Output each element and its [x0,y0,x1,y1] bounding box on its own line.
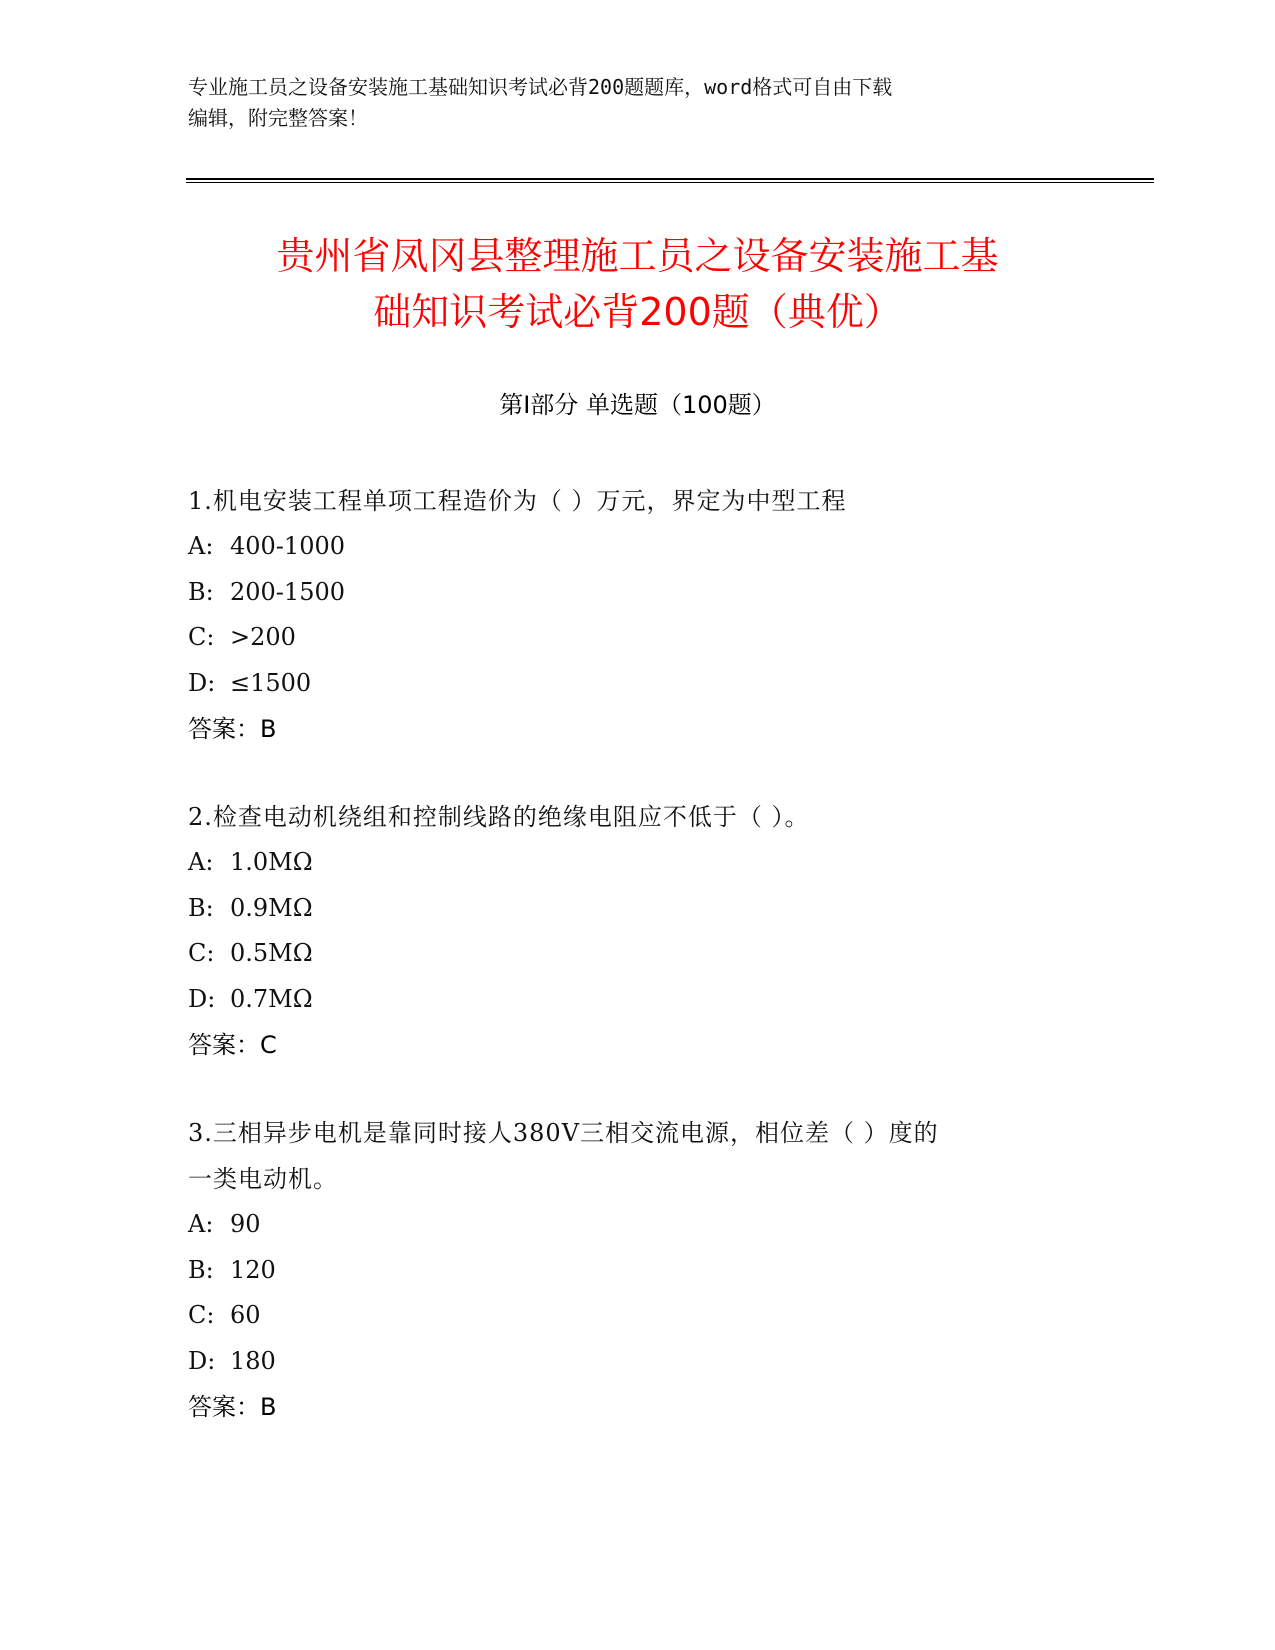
option-b [188,570,1088,616]
option-letter: B: [188,1255,214,1284]
question-text-line: 1.机电安装工程单项工程造价为（ ）万元，界定为中型工程 [188,487,847,515]
option-text: 180 [230,1346,276,1375]
option-letter: B: [188,577,214,606]
option-letter: A: [188,1210,214,1238]
question-text-line: 3.三相异步电机是靠同时接人380V三相交流电源，相位差（ ）度的 [188,1119,939,1147]
option-text: >200 [230,623,296,651]
document-title-line-1: 贵州省凤冈县整理施工员之设备安装施工基 [276,234,999,278]
option-text: 1.0MΩ [230,848,313,876]
option-c [188,931,1088,977]
header-note-line-1: 专业施工员之设备安装施工基础知识考试必背200题题库，word格式可自由下载 [188,75,893,99]
option-a [188,840,1088,886]
option-letter: D: [188,668,216,697]
option-c [188,615,1088,661]
question-text-line: 2.检查电动机绕组和控制线路的绝缘电阻应不低于（ ）。 [188,803,810,831]
answer-label: 答案：C [188,1031,277,1059]
option-letter: C: [188,623,215,651]
option-a [188,1202,1088,1248]
document-title-line-2: 础知识考试必背200题（典优） [373,290,902,334]
option-a [188,524,1088,570]
option-letter: D: [188,1346,216,1375]
option-text: 0.9MΩ [230,893,313,922]
question-text [188,1110,1088,1202]
option-text: 400-1000 [230,532,345,560]
option-text: 60 [230,1301,261,1329]
option-text: 90 [230,1210,261,1238]
option-text: ≤1500 [230,668,312,697]
option-d [188,1339,1088,1385]
header-divider [186,178,1154,183]
question-text [188,794,1088,840]
option-text: 200-1500 [230,577,345,606]
option-letter: B: [188,893,214,922]
question-text [188,478,1088,524]
option-text: 0.7MΩ [230,984,313,1013]
answer-label: 答案：B [188,1393,277,1421]
document-title [0,228,1275,340]
option-d [188,977,1088,1023]
question-list [188,478,1088,1472]
option-letter: A: [188,532,214,560]
answer-label: 答案：B [188,715,277,743]
header-note [188,72,1068,134]
question-text-line: 一类电动机。 [188,1165,338,1193]
option-letter: A: [188,848,214,876]
question-3 [188,1110,1088,1430]
option-text: 120 [230,1255,276,1284]
option-b [188,886,1088,932]
option-d [188,661,1088,707]
option-c [188,1293,1088,1339]
question-1 [188,478,1088,752]
section-title: 第Ⅰ部分 单选题（100题） [499,391,776,419]
option-b [188,1248,1088,1294]
question-2 [188,794,1088,1068]
header-note-line-2: 编辑，附完整答案！ [188,106,368,130]
option-letter: C: [188,939,215,967]
option-letter: D: [188,984,216,1013]
option-letter: C: [188,1301,215,1329]
option-text: 0.5MΩ [230,939,313,967]
